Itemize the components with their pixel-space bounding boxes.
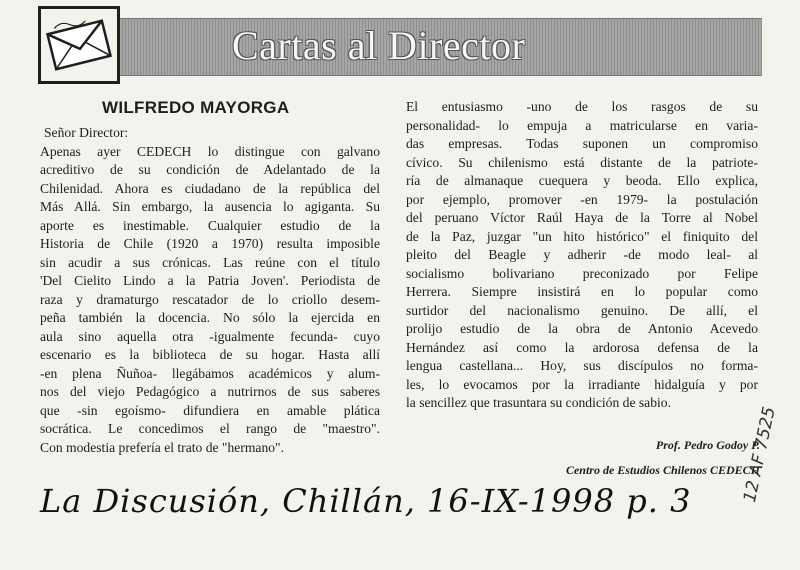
text-line: socialismo bolivariano preconizado por Felipe bbox=[406, 265, 758, 281]
text-line: Más Allá. Sin embargo, la ausencia lo agiganta. Su bbox=[40, 199, 380, 214]
text-line: surtidor del nacionalismo genuino. De allí, el bbox=[406, 302, 758, 318]
page-title: Cartas al Director bbox=[232, 23, 526, 68]
text-line: del peruano Víctor Raúl Haya de la Torre al Nobel bbox=[406, 210, 758, 225]
text-line: Apenas ayer CEDECH lo distingue con galvano bbox=[40, 143, 380, 159]
signature-organization: Centro de Estudios Chilenos CEDECH bbox=[565, 463, 760, 477]
text-line: Chilenidad. Ahora es ciudadano de la república del bbox=[40, 180, 380, 196]
text-line: de la Paz, juzgar "un hito histórico" el finiquito del bbox=[406, 228, 758, 244]
text-line: escenario es la biblioteca de su hogar. Hasta allí bbox=[40, 347, 380, 362]
text-line: personalidad- lo empuja a matricularse en varia- bbox=[406, 117, 758, 133]
text-line: Herrera. Siempre insistirá en lo popular como bbox=[406, 284, 758, 299]
text-line: ría de almanaque cuequera y beoda. Ello explica, bbox=[406, 173, 758, 188]
signature-name: Prof. Pedro Godoy P. bbox=[655, 438, 760, 452]
right-column bbox=[406, 98, 758, 413]
salutation: Señor Director: bbox=[44, 125, 129, 140]
text-line: aula sino aquella otra -igualmente fecunda- cuyo bbox=[40, 328, 380, 344]
text-line: acreditivo de su condición de Adelantado de la bbox=[40, 162, 380, 177]
text-line: por ejemplo, promover -en 1979- la postulación bbox=[406, 191, 758, 207]
text-line: lengua castellana... Hoy, sus discípulos no forma- bbox=[406, 358, 758, 373]
archive-code-note: 12 AF 7525 bbox=[740, 404, 780, 505]
text-line: que -sin egoísmo- difundiera en amable plática bbox=[40, 402, 380, 418]
right-column-text bbox=[406, 98, 758, 413]
text-line: das empresas. Todas suponen un compromiso bbox=[406, 136, 758, 151]
text-line: aporte es inestimable. Cualquier estudio de la bbox=[40, 217, 380, 233]
text-line: pleito del Beagle y adherir -de modo leal- al bbox=[406, 247, 758, 262]
text-line: socrática. Le concedimos el rango de "maestro". bbox=[40, 421, 380, 436]
text-line: Hernández así como la ardorosa defensa de la bbox=[406, 339, 758, 355]
text-line: cívico. Su chilenismo está distante de la patriote- bbox=[406, 154, 758, 170]
left-column-text bbox=[40, 143, 380, 458]
envelope-icon bbox=[38, 6, 120, 84]
text-line: les, lo evocamos por la irradiante hidalguía y por bbox=[406, 376, 758, 392]
text-line: Historia de Chile (1920 a 1970) resulta imposible bbox=[40, 236, 380, 251]
text-line: 'Del Cielito Lindo a la Patria Joven'. Periodista de bbox=[40, 273, 380, 288]
handwritten-source-note: La Discusión, Chillán, 16-IX-1998 p. 3 bbox=[40, 482, 692, 520]
envelope-drawing bbox=[41, 9, 117, 81]
text-line: nos del viejo Pedagógico a nutrirnos de sus saberes bbox=[40, 384, 380, 399]
text-line: raza y dramaturgo rescatador de lo criollo desem- bbox=[40, 291, 380, 307]
text-line: Con modestia prefería el trato de "hermano". bbox=[40, 439, 284, 455]
text-line: -en plena Ñuñoa- llegábamos académicos y alum- bbox=[40, 365, 380, 381]
left-column bbox=[40, 124, 380, 457]
text-line: peña también la docencia. No sólo la ejercida en bbox=[40, 310, 380, 325]
text-line: sin acudir a sus crónicas. Las reúne con el título bbox=[40, 254, 380, 270]
letter-author-heading: WILFREDO MAYORGA bbox=[102, 98, 290, 117]
text-line: prolijo estudio de la obra de Antonio Acevedo bbox=[406, 321, 758, 336]
text-line: El entusiasmo -uno de los rasgos de su bbox=[406, 99, 758, 114]
text-line: la sencillez que trasuntara su condición de sabio. bbox=[406, 395, 671, 410]
